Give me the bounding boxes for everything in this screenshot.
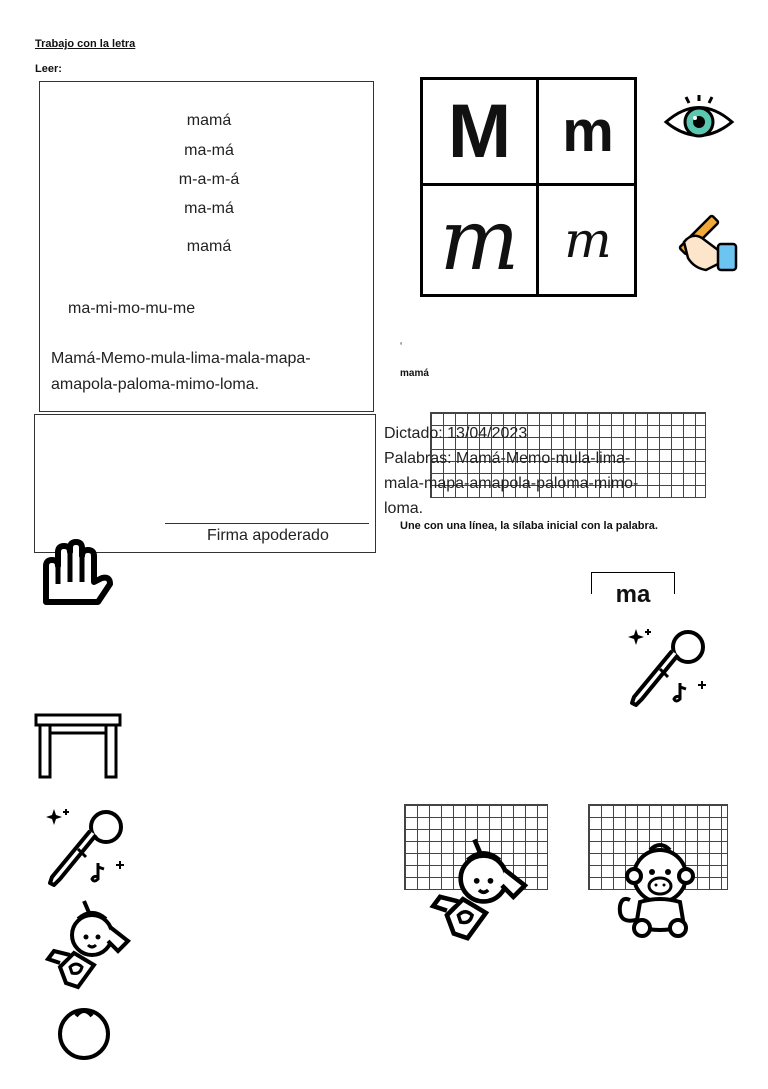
doll-icon xyxy=(40,897,136,993)
hand-icon-clip xyxy=(40,538,130,593)
syllable-box xyxy=(591,572,675,608)
signature-label: Firma apoderado xyxy=(207,527,329,544)
side-note-mark: ‘ xyxy=(400,341,403,352)
lowercase-print-m: m xyxy=(562,99,614,164)
reading-line: m-a-m-á xyxy=(178,171,240,188)
dictation-words: mala-mapa-amapola-paloma-mimo- xyxy=(384,475,639,492)
microphone-icon xyxy=(40,805,130,893)
reading-line: mamá xyxy=(186,112,232,129)
read-label: Leer: xyxy=(35,63,62,75)
doll-icon xyxy=(424,835,534,945)
monkey-icon xyxy=(38,1004,118,1084)
eye-icon xyxy=(662,95,736,147)
letter-chart xyxy=(420,77,637,297)
page-title: Trabajo con la letra xyxy=(35,38,136,50)
uppercase-print-m: M xyxy=(447,89,512,174)
dictation-date: Dictado: 13/04/2023 xyxy=(384,425,528,442)
instruction: Une con una línea, la sílaba inicial con la palabra. xyxy=(400,520,658,532)
dictation-words: loma. xyxy=(384,500,424,517)
microphone-icon xyxy=(622,625,712,713)
dictation-text xyxy=(384,421,638,521)
uppercase-cursive-m: m xyxy=(439,191,520,289)
writing-hand-icon xyxy=(666,208,740,274)
dictation-words: Palabras: Mamá-Memo-mula-lima- xyxy=(384,450,631,467)
lowercase-cursive-m: m xyxy=(564,211,612,269)
syllable-text: ma xyxy=(615,581,651,608)
sentence-line: Mamá-Memo-mula-lima-mala-mapa- xyxy=(51,350,311,367)
reading-line: ma-má xyxy=(184,200,234,217)
reading-box xyxy=(39,81,374,412)
reading-line: ma-má xyxy=(184,142,234,159)
table-icon xyxy=(34,713,124,779)
monkey-icon xyxy=(610,840,706,940)
monkey-icon-clip xyxy=(38,1004,118,1024)
sentence-line: amapola-paloma-mimo-loma. xyxy=(51,376,260,393)
hand-icon xyxy=(40,538,130,628)
side-note-word: mamá xyxy=(400,368,429,379)
syllables-line: ma-mi-mo-mu-me xyxy=(68,300,196,317)
signature-box xyxy=(34,414,376,553)
reading-line: mamá xyxy=(186,238,232,255)
